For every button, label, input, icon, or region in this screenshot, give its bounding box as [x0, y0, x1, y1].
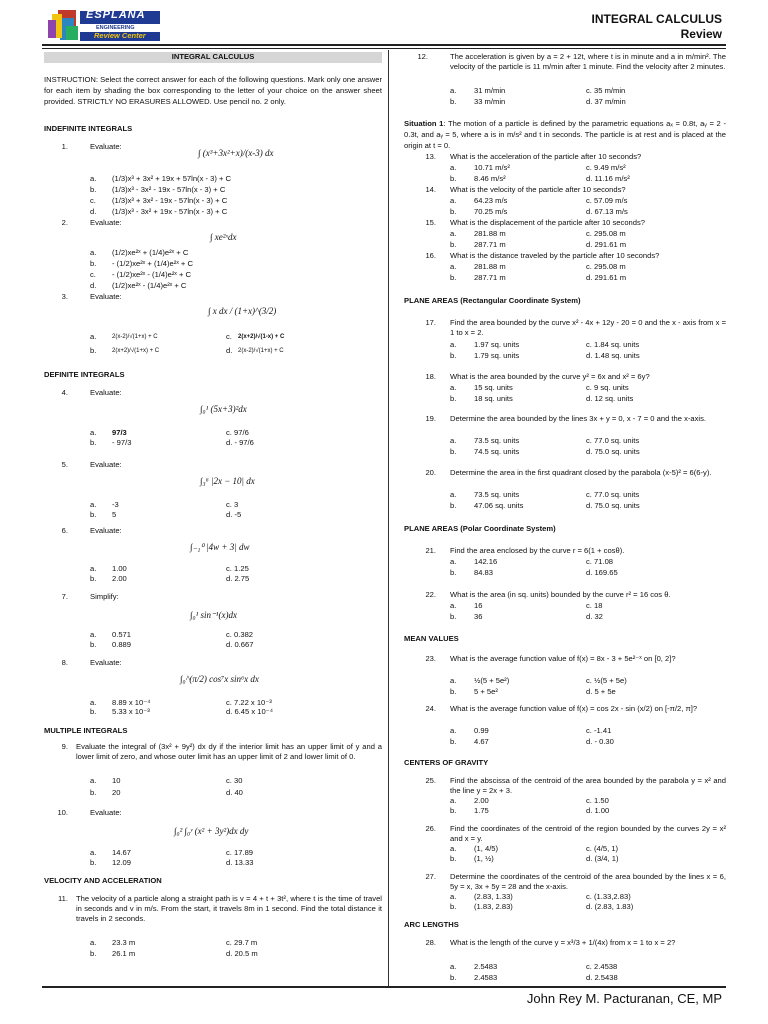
question-11: [44, 894, 382, 964]
option-a-label: a.: [450, 340, 457, 349]
question-number: 4.: [61, 388, 68, 397]
question-text: What is the area bounded by the curve y² = 6x and x² = 6y?: [450, 372, 650, 381]
option-a-label: a.: [450, 86, 457, 95]
option-b: 287.71 m: [474, 273, 506, 282]
option-b: 36: [474, 612, 483, 621]
question-16: [404, 251, 726, 285]
question-5: [44, 460, 382, 522]
question-number: 7.: [61, 592, 68, 601]
option-b-label: b.: [450, 207, 457, 216]
option-a-label: a.: [90, 332, 97, 341]
option-c: c. 1.25: [226, 564, 249, 573]
question-text: Find the abscissa of the centroid of the area bounded by the parabola y = x² and the line y = 2x + 3.: [450, 776, 726, 795]
option-a: 64.23 m/s: [474, 196, 508, 205]
option-a-label: a.: [450, 557, 457, 566]
question-number: 28.: [425, 938, 436, 947]
question-12: [404, 52, 726, 108]
option-a-label: a.: [450, 229, 457, 238]
question-text: What is the average function value of f(x) = cos 2x - sin (x/2) on [-π/2, π]?: [450, 704, 698, 713]
question-text: Evaluate the integral of (3x² + 9y²) dx dy if the interior limit has an upper limit of y and a lower limit of zero, and whose outer limit has an upper limit of 2 and lower limit of 0.: [76, 742, 382, 761]
option-b-label: b.: [90, 185, 97, 194]
question-22: [404, 590, 726, 624]
question-21: [404, 546, 726, 580]
question-number: 25.: [425, 776, 436, 785]
question-number: 21.: [425, 546, 436, 555]
option-b: 5: [112, 510, 117, 519]
option-b: (1/3)x³ - 3x² - 19x - 57ln(x - 3) + C: [112, 185, 226, 194]
option-c: c. 18: [586, 601, 603, 610]
question-text: What is the velocity of the particle after 10 seconds?: [450, 185, 626, 194]
option-b: 12.09: [112, 858, 132, 867]
integral-expression: ∫₀¹ (5x+3)²dx: [200, 404, 247, 414]
question-text: Find the area enclosed by the curve r = 6(1 + cosθ).: [450, 546, 625, 555]
question-13: [404, 152, 726, 186]
option-b: 8.46 m/s²: [474, 174, 506, 183]
option-c: c. 0.382: [226, 630, 254, 639]
option-a: 73.5 sq. units: [474, 436, 520, 445]
footer-rule: [42, 986, 726, 988]
option-b-label: b.: [90, 640, 97, 649]
integral-expression: ∫₃⁶ |2x − 10| dx: [200, 476, 255, 486]
question-23: [404, 654, 726, 698]
question-text: Evaluate:: [90, 658, 122, 667]
option-b-label: b.: [90, 346, 97, 355]
integral-expression: ∫ xe²ˣdx: [210, 232, 237, 242]
option-c: 2(x+2)/√(1-x) + C: [238, 334, 285, 340]
question-19: [404, 414, 726, 458]
option-b: 47.06 sq. units: [474, 501, 524, 510]
option-d: d. 2.75: [226, 574, 250, 583]
question-2: [44, 218, 382, 292]
option-d: (1/3)x³ - 3x² + 19x - 57ln(x - 3) + C: [112, 207, 228, 216]
option-c: c. 29.7 m: [226, 938, 258, 947]
option-b: - 97/3: [112, 438, 132, 447]
question-number: 20.: [425, 468, 436, 477]
option-c: c. (1.33,2.83): [586, 892, 631, 901]
option-d: d. 32: [586, 612, 603, 621]
option-a: 2(x-2)/√(1+x) + C: [112, 334, 158, 340]
option-a: 281.88 m: [474, 229, 506, 238]
option-c: c. 35 m/min: [586, 86, 626, 95]
option-d: d. 291.61 m: [586, 273, 627, 282]
option-b: 4.67: [474, 737, 489, 746]
question-28: [404, 938, 726, 982]
logo: [44, 8, 162, 42]
section-heading: CENTERS OF GRAVITY: [404, 758, 489, 767]
option-b: 2.00: [112, 574, 127, 583]
question-25: [404, 776, 726, 820]
option-b: 5 + 5e²: [474, 687, 498, 696]
question-number: 10.: [57, 808, 68, 817]
option-a-label: a.: [450, 892, 457, 901]
option-c: c. 2.4538: [586, 962, 618, 971]
question-text: Find the coordinates of the centroid of the region bounded by the curves 2y = x² and x = y.: [450, 824, 726, 843]
question-text: Determine the area bounded by the lines 3x + y = 0, x - 7 = 0 and the x-axis.: [450, 414, 707, 423]
option-c: c. ½(5 + 5e): [586, 676, 627, 685]
question-number: 15.: [425, 218, 436, 227]
question-number: 2.: [61, 218, 68, 227]
option-a-label: a.: [450, 676, 457, 685]
option-a-label: a.: [450, 962, 457, 971]
option-a-label: a.: [90, 500, 97, 509]
question-8: [44, 658, 382, 718]
question-text: Evaluate:: [90, 460, 122, 469]
question-3: [44, 292, 382, 356]
question-text: The velocity of a particle along a straight path is v = 4 + t + 3t², where t is the time of travel in seconds and v in m/s. From the start, it travels 8m in 1 second. Find the total distance it travels in 2 seconds.: [76, 894, 382, 923]
question-number: 22.: [425, 590, 436, 599]
section-heading: INDEFINITE INTEGRALS: [44, 124, 133, 133]
option-d-label: d.: [90, 207, 97, 216]
option-b-label: b.: [90, 510, 97, 519]
option-b: - (1/2)xe²ˣ + (1/4)e²ˣ + C: [112, 259, 193, 268]
question-number: 12.: [417, 52, 428, 61]
option-a: 73.5 sq. units: [474, 490, 520, 499]
situation-1: [404, 118, 726, 152]
header-rule-thin: [42, 48, 726, 49]
option-b-label: b.: [450, 973, 457, 982]
question-text: Evaluate:: [90, 142, 122, 151]
question-number: 11.: [58, 894, 68, 903]
column-title: INTEGRAL CALCULUS: [44, 52, 382, 63]
option-b: 20: [112, 788, 121, 797]
option-a-label: a.: [450, 163, 457, 172]
integral-expression: ∫₀² ∫₀ʸ (x² + 3y²)dx dy: [174, 826, 249, 836]
option-d: d. 75.0 sq. units: [586, 447, 640, 456]
instructions: INSTRUCTION: Select the correct answer for each of the following questions. Mark only one answer for each item by shading the box corresponding to the letter of your choice on the answer sheet provided. STRICTLY NO ERASURES ALLOWED. Use pencil no. 2 only.: [44, 75, 382, 106]
option-c: c. (4/5, 1): [586, 844, 619, 853]
option-a-label: a.: [90, 698, 97, 707]
option-c: (1/3)x³ + 3x² - 19x - 57ln(x - 3) + C: [112, 196, 228, 205]
option-b-label: b.: [450, 273, 457, 282]
option-b: 287.71 m: [474, 240, 506, 249]
option-d: d. 291.61 m: [586, 240, 627, 249]
option-a-label: a.: [450, 436, 457, 445]
section-heading: MEAN VALUES: [404, 634, 459, 643]
option-c: c. 71.08: [586, 557, 614, 566]
option-c: c. 77.0 sq. units: [586, 436, 640, 445]
question-number: 18.: [425, 372, 436, 381]
option-b-label: b.: [450, 394, 457, 403]
question-number: 14.: [425, 185, 436, 194]
option-a: 10.71 m/s²: [474, 163, 510, 172]
question-text: Evaluate:: [90, 218, 122, 227]
question-17: [404, 318, 726, 362]
section-heading: ARC LENGTHS: [404, 920, 459, 929]
option-d: (1/2)xe²ˣ - (1/4)e²ˣ + C: [112, 281, 187, 290]
situation-label: Situation 1: [404, 119, 444, 128]
question-text: Find the area bounded by the curve x² - 4x + 12y - 20 = 0 and the x - axis from x = 1 to x = 2.: [450, 318, 726, 337]
option-b: 1.79 sq. units: [474, 351, 520, 360]
option-a: 142.16: [474, 557, 498, 566]
question-text: Determine the coordinates of the centroid of the area bounded by the lines x = 6, 5y = x, 3x + 5y = 28 and the x-axis.: [450, 872, 726, 891]
option-d: d. 67.13 m/s: [586, 207, 628, 216]
option-d: d. 0.667: [226, 640, 254, 649]
option-b-label: b.: [90, 259, 97, 268]
option-b: (1, ½): [474, 854, 494, 863]
option-b-label: b.: [90, 788, 97, 797]
logo-text: ESPLANA: [86, 9, 146, 21]
option-a: 97/3: [112, 428, 127, 437]
section-heading: MULTIPLE INTEGRALS: [44, 726, 128, 735]
option-b: 74.5 sq. units: [474, 447, 520, 456]
option-b: 0.889: [112, 640, 132, 649]
question-number: 1.: [61, 142, 68, 151]
section-heading: DEFINITE INTEGRALS: [44, 370, 125, 379]
option-a-label: a.: [90, 428, 97, 437]
question-number: 13.: [425, 152, 436, 161]
option-a-label: a.: [450, 726, 457, 735]
option-d: d. 20.5 m: [226, 949, 258, 958]
question-number: 9.: [61, 742, 68, 751]
question-text: Evaluate:: [90, 526, 122, 535]
logo-subtext: ENGINEERING: [96, 25, 135, 31]
question-number: 19.: [425, 414, 436, 423]
option-c-label: c.: [90, 196, 96, 205]
question-10: [44, 808, 382, 870]
option-d: d. (2.83, 1.83): [586, 902, 634, 911]
option-b-label: b.: [450, 174, 457, 183]
option-a: (1/3)x³ + 3x² + 19x + 57ln(x - 3) + C: [112, 174, 232, 183]
option-a-label: a.: [450, 196, 457, 205]
option-b-label: b.: [450, 737, 457, 746]
option-c: c. 17.89: [226, 848, 254, 857]
option-b-label: b.: [450, 687, 457, 696]
option-a: 10: [112, 776, 121, 785]
question-number: 24.: [425, 704, 436, 713]
question-text: What is the displacement of the particle after 10 seconds?: [450, 218, 646, 227]
option-b-label: b.: [450, 97, 457, 106]
option-b: 5.33 x 10⁻³: [112, 707, 150, 716]
option-b: 84.83: [474, 568, 494, 577]
option-d: d. 1.00: [586, 806, 610, 815]
question-text: Evaluate:: [90, 292, 122, 301]
option-c: c. 7.22 x 10⁻³: [226, 698, 272, 707]
option-c: c. 30: [226, 776, 243, 785]
option-c: c. 9 sq. units: [586, 383, 629, 392]
option-b: 33 m/min: [474, 97, 506, 106]
question-number: 5.: [61, 460, 68, 469]
option-b-label: b.: [450, 240, 457, 249]
option-c: c. 3: [226, 500, 239, 509]
option-b: 2.4583: [474, 973, 498, 982]
question-text: What is the area (in sq. units) bounded by the curve r² = 16 cos θ.: [450, 590, 671, 599]
option-a: 31 m/min: [474, 86, 506, 95]
document-title: INTEGRAL CALCULUS: [591, 12, 722, 26]
option-d: d. 5 + 5e: [586, 687, 616, 696]
integral-expression: ∫₀^(π/2) cos⁷x sin⁶x dx: [180, 674, 259, 684]
question-7: [44, 592, 382, 656]
option-b-label: b.: [450, 351, 457, 360]
section-heading: VELOCITY AND ACCELERATION: [44, 876, 162, 885]
question-text: Determine the area in the first quadrant closed by the parabola (x-5)² = 6(6-y).: [450, 468, 712, 477]
option-d: d. - 97/6: [226, 438, 254, 447]
section-heading: PLANE AREAS (Rectangular Coordinate System): [404, 296, 581, 305]
option-a: 0.99: [474, 726, 489, 735]
logo-tagline: Review Center: [94, 31, 146, 40]
option-b-label: b.: [90, 858, 97, 867]
question-18: [404, 372, 726, 406]
question-text: What is the average function value of f(x) = 8x - 3 + 5e²⁻ˣ on [0, 2]?: [450, 654, 676, 663]
option-b: 1.75: [474, 806, 489, 815]
integral-expression: ∫ (x³+3x²+x)/(x-3) dx: [198, 148, 274, 158]
question-text: What is the acceleration of the particle after 10 seconds?: [450, 152, 642, 161]
option-d: d. -5: [226, 510, 242, 519]
option-d: d. 13.33: [226, 858, 254, 867]
option-b-label: b.: [450, 854, 457, 863]
option-a: 281.88 m: [474, 262, 506, 271]
option-a: (2.83, 1.33): [474, 892, 513, 901]
option-a-label: a.: [450, 601, 457, 610]
question-text: Simplify:: [90, 592, 119, 601]
option-a-label: a.: [450, 796, 457, 805]
option-b-label: b.: [450, 501, 457, 510]
option-b-label: b.: [450, 902, 457, 911]
question-27: [404, 872, 726, 916]
option-b: 2(x+2)/√(1+x) + C: [112, 348, 160, 354]
question-14: [404, 185, 726, 219]
option-d: d. 1.48 sq. units: [586, 351, 640, 360]
option-a-label: a.: [90, 848, 97, 857]
option-a-label: a.: [90, 776, 97, 785]
question-26: [404, 824, 726, 868]
option-d: d. - 0.30: [586, 737, 614, 746]
option-d-label: d.: [90, 281, 97, 290]
integral-expression: ∫ x dx / (1+x)^(3/2): [208, 306, 277, 316]
option-b: (1.83, 2.83): [474, 902, 513, 911]
question-text: What is the distance traveled by the particle after 10 seconds?: [450, 251, 660, 260]
section-heading: PLANE AREAS (Polar Coordinate System): [404, 524, 556, 533]
question-20: [404, 468, 726, 512]
option-c: c. 77.0 sq. units: [586, 490, 640, 499]
option-d: d. 40: [226, 788, 243, 797]
footer-author: John Rey M. Pacturanan, CE, MP: [526, 991, 722, 1006]
option-c-label: c.: [226, 332, 232, 341]
option-a-label: a.: [450, 383, 457, 392]
option-a: ½(5 + 5e²): [474, 676, 510, 685]
option-b: 26.1 m: [112, 949, 136, 958]
option-b: 18 sq. units: [474, 394, 513, 403]
option-a: (1, 4/5): [474, 844, 499, 853]
option-c: c. 9.49 m/s²: [586, 163, 626, 172]
option-c: - (1/2)xe²ˣ - (1/4)e²ˣ + C: [112, 270, 192, 279]
option-a: 0.571: [112, 630, 132, 639]
integral-expression: ∫₀¹ sin⁻¹(x)dx: [190, 610, 237, 620]
question-number: 26.: [425, 824, 436, 833]
option-c-label: c.: [90, 270, 96, 279]
option-a-label: a.: [90, 630, 97, 639]
option-b: 70.25 m/s: [474, 207, 508, 216]
option-a-label: a.: [450, 844, 457, 853]
question-number: 17.: [425, 318, 436, 327]
document-subtitle: Review: [680, 27, 722, 41]
option-d: d. 169.65: [586, 568, 618, 577]
option-a: 8.89 x 10⁻⁴: [112, 698, 151, 707]
option-a-label: a.: [450, 262, 457, 271]
option-a-label: a.: [450, 490, 457, 499]
option-b-label: b.: [90, 438, 97, 447]
option-a: 2.00: [474, 796, 489, 805]
option-c: c. 1.50: [586, 796, 609, 805]
option-c: c. -1.41: [586, 726, 612, 735]
option-c: c. 1.84 sq. units: [586, 340, 640, 349]
question-text: What is the length of the curve y = x³/3 + 1/(4x) from x = 1 to x = 2?: [450, 938, 676, 947]
question-1: [44, 142, 382, 230]
option-d: d. 37 m/min: [586, 97, 626, 106]
option-a: 1.97 sq. units: [474, 340, 520, 349]
question-6: [44, 526, 382, 588]
option-b-label: b.: [90, 707, 97, 716]
situation-text: : The motion of a particle is defined by the parametric equations aₓ = 0.8t, aᵧ = 2 - 0.3t, and aᵧ = 5, where a is in m/s² and t in seconds. The particle is at rest and is placed at the origin at t = 0.: [404, 119, 726, 150]
option-d: d. 2.5438: [586, 973, 618, 982]
option-a: 15 sq. units: [474, 383, 513, 392]
question-9: [44, 742, 382, 798]
option-b-label: b.: [450, 612, 457, 621]
option-b-label: b.: [450, 568, 457, 577]
option-a: 2.5483: [474, 962, 498, 971]
option-c: c. 295.08 m: [586, 262, 626, 271]
option-c: c. 97/6: [226, 428, 249, 437]
option-d: d. 11.16 m/s²: [586, 174, 630, 183]
question-number: 27.: [425, 872, 436, 881]
question-number: 16.: [425, 251, 436, 260]
option-d-label: d.: [226, 346, 233, 355]
question-number: 8.: [61, 658, 68, 667]
option-b-label: b.: [90, 949, 97, 958]
question-text: The acceleration is given by a = 2 + 12t, where t is in minute and a in m/min². The velocity of the particle is 11 m/min after 1 minute. Find the velocity after 2 minutes.: [450, 52, 726, 71]
question-24: [404, 704, 726, 748]
column-divider: [388, 50, 389, 986]
option-a: (1/2)xe²ˣ + (1/4)e²ˣ + C: [112, 248, 189, 257]
option-d: 2(x-2)/√(1+x) + C: [238, 348, 284, 354]
question-number: 23.: [425, 654, 436, 663]
question-number: 3.: [61, 292, 68, 301]
option-d: d. 75.0 sq. units: [586, 501, 640, 510]
integral-expression: ∫₋₁⁰ |4w + 3| dw: [190, 542, 250, 552]
question-4: [44, 388, 382, 450]
option-a: -3: [112, 500, 119, 509]
option-b-label: b.: [450, 806, 457, 815]
option-c: c. 57.09 m/s: [586, 196, 628, 205]
header-rule: [42, 44, 726, 46]
question-15: [404, 218, 726, 252]
option-a: 14.67: [112, 848, 132, 857]
question-text: Evaluate:: [90, 388, 122, 397]
option-a-label: a.: [90, 248, 97, 257]
question-text: Evaluate:: [90, 808, 122, 817]
option-d: d. 6.45 x 10⁻⁴: [226, 707, 273, 716]
option-b-label: b.: [90, 574, 97, 583]
option-c: c. 295.08 m: [586, 229, 626, 238]
option-a: 16: [474, 601, 483, 610]
option-d: d. (3/4, 1): [586, 854, 619, 863]
option-b-label: b.: [450, 447, 457, 456]
question-number: 6.: [61, 526, 68, 535]
option-a: 1.00: [112, 564, 127, 573]
option-a-label: a.: [90, 938, 97, 947]
option-a-label: a.: [90, 174, 97, 183]
option-a: 23.3 m: [112, 938, 136, 947]
option-a-label: a.: [90, 564, 97, 573]
option-d: d. 12 sq. units: [586, 394, 634, 403]
